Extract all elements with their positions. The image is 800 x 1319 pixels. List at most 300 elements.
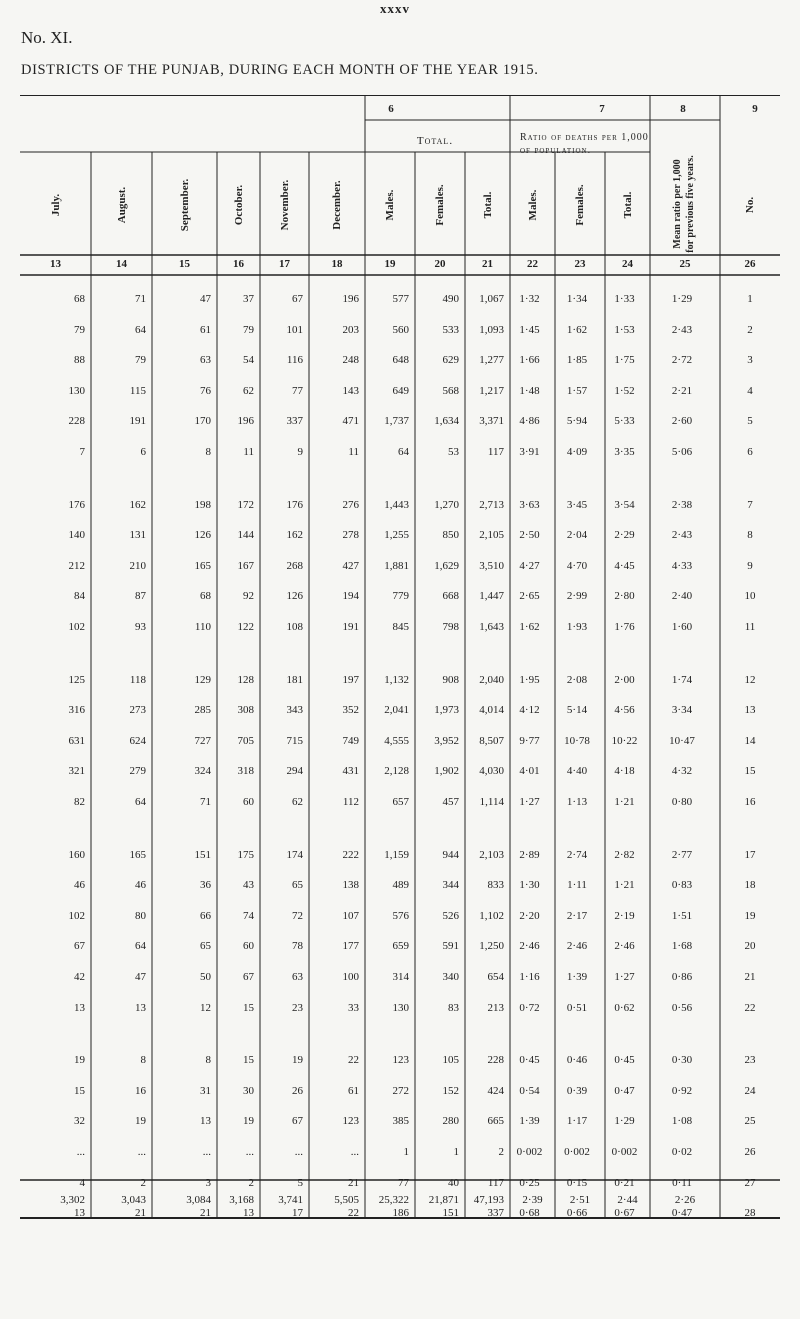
total-cell: 47,193	[473, 1194, 504, 1206]
table-cell: 665	[487, 1115, 504, 1128]
table-cell: 2,041	[384, 704, 409, 717]
table-cell: 5·14	[566, 704, 588, 717]
table-cell: 5·06	[671, 446, 693, 458]
table-cell: 22	[744, 1001, 756, 1014]
table-cell: 16	[135, 1084, 146, 1097]
column-number: 21	[482, 258, 493, 270]
table-cell: 1·62	[519, 621, 540, 633]
table-cell: 576	[392, 909, 409, 922]
group-number-6: 6	[388, 103, 394, 115]
column-number: 16	[233, 258, 244, 270]
table-cell: 26	[744, 1146, 756, 1158]
table-cell: 2,103	[479, 848, 504, 861]
table-cell: 2·89	[519, 848, 540, 861]
column-header: Mean ratio per 1,000 for previous five years.	[672, 155, 696, 253]
table-cell: 13	[74, 1001, 85, 1014]
table-cell: 1	[747, 293, 753, 305]
table-cell: 1	[403, 1146, 409, 1158]
table-cell: 123	[392, 1054, 409, 1067]
column-number: 14	[116, 258, 127, 270]
table-cell: 4·01	[519, 765, 540, 778]
total-cell: 25,322	[378, 1194, 409, 1206]
table-cell: 1,114	[479, 796, 504, 808]
table-cell: 10	[744, 590, 756, 603]
table-cell: 1·33	[614, 293, 635, 305]
table-cell: 210	[129, 559, 146, 572]
table-cell: 1·74	[671, 673, 693, 686]
table-cell: 3·63	[519, 498, 540, 511]
table-cell: 177	[342, 940, 359, 953]
table-cell: 560	[392, 323, 409, 336]
table-cell: 2·99	[566, 590, 588, 603]
table-cell: 23	[292, 1001, 303, 1014]
table-cell: 490	[442, 293, 459, 305]
table-cell: 2·65	[519, 590, 540, 603]
column-header: Total.	[481, 191, 494, 219]
table-cell: 4·12	[519, 704, 540, 717]
table-cell: 228	[487, 1054, 504, 1067]
table-cell: 3,952	[434, 734, 459, 747]
table-cell: 174	[286, 848, 303, 861]
table-cell: 108	[286, 621, 303, 633]
table-cell: 0·72	[519, 1001, 540, 1014]
table-cell: 64	[135, 796, 146, 808]
table-cell: 352	[342, 704, 359, 717]
table-cell: 2·82	[614, 848, 635, 861]
table-cell: 285	[194, 704, 211, 717]
table-cell: 0·66	[566, 1207, 588, 1220]
table-cell: 273	[129, 704, 146, 717]
table-cell: 705	[237, 734, 254, 747]
table-cell: 66	[200, 909, 211, 922]
table-cell: 1·68	[671, 940, 693, 953]
table-cell: 1·29	[671, 293, 693, 305]
table-cell: 9·77	[519, 734, 540, 747]
table-cell: 2·46	[519, 940, 540, 953]
table-cell: 191	[129, 415, 146, 428]
table-cell: 1·75	[614, 354, 635, 367]
column-header: August.	[115, 186, 128, 224]
table-cell: 489	[392, 879, 409, 892]
table-cell: 1,443	[384, 498, 409, 511]
column-number: 18	[331, 258, 343, 270]
table-cell: 64	[398, 446, 409, 458]
table-cell: 1·93	[566, 621, 588, 633]
table-cell: 197	[342, 673, 359, 686]
table-cell: 0·02	[671, 1146, 693, 1158]
table-cell: 2·38	[671, 498, 693, 511]
table-cell: 0·86	[671, 971, 693, 983]
table-cell: 22	[348, 1207, 359, 1220]
table-cell: 68	[200, 590, 211, 603]
table-cell: 40	[448, 1176, 459, 1189]
table-cell: 175	[237, 848, 254, 861]
table-cell: 11	[243, 446, 254, 458]
table-cell: 1,250	[479, 940, 504, 953]
table-cell: 4·18	[614, 765, 635, 778]
table-cell: 15	[243, 1001, 254, 1014]
table-cell: 71	[200, 796, 211, 808]
table-cell: 0·62	[614, 1001, 635, 1014]
table-cell: 170	[194, 415, 211, 428]
table-cell: 61	[348, 1084, 359, 1097]
table-cell: 624	[129, 734, 146, 747]
table-cell: 196	[342, 293, 359, 305]
table-cell: 340	[442, 971, 459, 983]
table-cell: 18	[744, 879, 756, 892]
table-cell: 130	[68, 384, 85, 397]
statistics-table	[20, 95, 780, 1220]
table-cell: 125	[68, 673, 85, 686]
table-cell: 2,713	[479, 498, 504, 511]
column-number: 25	[679, 258, 691, 270]
table-cell: 11	[348, 446, 359, 458]
table-cell: 2·04	[566, 529, 588, 542]
column-header: October.	[232, 184, 245, 226]
total-cell: 2·44	[617, 1194, 638, 1206]
table-cell: 1,255	[384, 529, 409, 542]
table-cell: 0·21	[614, 1176, 635, 1189]
column-number: 23	[574, 258, 586, 270]
table-cell: 126	[194, 529, 211, 542]
table-cell: 32	[74, 1115, 85, 1128]
table-cell: 654	[487, 971, 504, 983]
table-cell: 84	[74, 590, 85, 603]
table-cell: 172	[237, 498, 254, 511]
table-cell: 30	[243, 1084, 254, 1097]
table-cell: 1·57	[566, 384, 588, 397]
column-header: No.	[744, 196, 756, 214]
table-number: No. XI.	[21, 28, 73, 47]
column-header: Females.	[434, 184, 446, 226]
table-cell: 1·13	[566, 796, 588, 808]
table-cell: 908	[442, 673, 459, 686]
table-cell: 385	[392, 1115, 409, 1128]
table-cell: 1,132	[384, 673, 409, 686]
table-cell: 8	[205, 1054, 211, 1067]
table-cell: 2·20	[519, 909, 540, 922]
total-cell: 3,043	[121, 1194, 146, 1206]
table-cell: 93	[135, 621, 146, 633]
table-cell: 203	[342, 323, 359, 336]
table-cell: 77	[292, 384, 303, 397]
table-cell: 1·62	[566, 323, 588, 336]
table-cell: 46	[135, 879, 146, 892]
table-cell: 4·32	[671, 765, 693, 778]
table-cell: 20	[744, 940, 756, 953]
table-cell: 15	[74, 1084, 85, 1097]
table-cell: 80	[135, 909, 146, 922]
table-cell: 4·56	[614, 704, 635, 717]
table-cell: 2·29	[614, 529, 635, 542]
table-cell: 278	[342, 529, 359, 542]
table-cell: 1,737	[384, 415, 409, 428]
table-cell: 76	[200, 384, 211, 397]
table-cell: 279	[129, 765, 146, 778]
table-cell: 13	[135, 1001, 146, 1014]
table-cell: 1,277	[479, 354, 504, 367]
column-header: November.	[278, 179, 291, 231]
table-cell: 0·30	[671, 1054, 693, 1067]
table-cell: 457	[442, 796, 459, 808]
table-cell: 568	[442, 384, 459, 397]
table-cell: 2,128	[384, 765, 409, 778]
table-cell: 138	[342, 879, 359, 892]
table-cell: 23	[744, 1054, 756, 1067]
table-cell: 63	[200, 354, 211, 367]
column-header: Females.	[574, 184, 586, 226]
table-cell: 1,270	[434, 498, 459, 511]
table-cell: 25	[744, 1115, 756, 1128]
table-cell: 659	[392, 940, 409, 953]
table-cell: 79	[74, 323, 85, 336]
column-header: Total.	[621, 191, 634, 219]
table-cell: 88	[74, 354, 85, 367]
table-cell: 715	[286, 734, 303, 747]
table-cell: 845	[392, 621, 409, 633]
table-cell: 779	[392, 590, 409, 603]
table-cell: 62	[292, 796, 303, 808]
table-cell: 944	[442, 848, 459, 861]
table-cell: 152	[442, 1084, 459, 1097]
table-cell: 115	[129, 384, 146, 397]
table-cell: 10·78	[564, 734, 590, 747]
table-cell: 64	[135, 323, 146, 336]
table-cell: 294	[286, 765, 303, 778]
table-cell: 5·94	[566, 415, 588, 428]
table-cell: 648	[392, 354, 409, 367]
table-cell: 0·002	[564, 1146, 590, 1158]
ratio-group-header: Ratio of deaths per 1,000 of population.	[520, 132, 649, 156]
table-cell: 4·33	[671, 559, 693, 572]
table-cell: 194	[342, 590, 359, 603]
table-cell: 47	[200, 293, 211, 305]
table-cell: 0·45	[519, 1054, 540, 1067]
table-cell: 798	[442, 621, 459, 633]
table-cell: 28	[744, 1207, 756, 1220]
table-cell: 43	[243, 879, 254, 892]
table-cell: 5·33	[614, 415, 635, 428]
table-cell: 2·72	[671, 354, 693, 367]
table-cell: 212	[68, 559, 85, 572]
table-cell: 13	[243, 1207, 254, 1220]
column-header: Males.	[384, 189, 396, 221]
table-cell: 424	[487, 1084, 504, 1097]
table-cell: 1,634	[434, 415, 459, 428]
table-cell: 162	[129, 498, 146, 511]
table-cell: 2·43	[671, 529, 693, 542]
table-cell: 427	[342, 559, 359, 572]
table-cell: 87	[135, 590, 146, 603]
column-number: 20	[434, 258, 446, 270]
table-cell: 140	[68, 529, 85, 542]
table-cell: 1,629	[434, 559, 459, 572]
table-cell: 431	[342, 765, 359, 778]
table-cell: 1,217	[479, 384, 504, 397]
column-header: September.	[178, 178, 191, 232]
table-cell: 19	[292, 1054, 303, 1067]
table-cell: 165	[129, 848, 146, 861]
table-cell: 668	[442, 590, 459, 603]
table-cell: 591	[442, 940, 459, 953]
total-group-header: Total.	[416, 135, 454, 147]
table-cell: 0·47	[614, 1084, 635, 1097]
table-cell: 1·34	[566, 293, 588, 305]
table-cell: 2	[140, 1176, 146, 1189]
table-cell: 2,040	[479, 673, 504, 686]
table-cell: 2·19	[614, 909, 635, 922]
table-cell: 7	[747, 498, 753, 511]
table-cell: ...	[245, 1146, 254, 1158]
table-cell: 50	[200, 971, 211, 983]
table-cell: 68	[74, 293, 85, 305]
table-cell: 63	[292, 971, 303, 983]
table-cell: 15	[243, 1054, 254, 1067]
table-cell: 337	[487, 1207, 504, 1220]
table-cell: 631	[68, 734, 85, 747]
table-cell: 67	[243, 971, 254, 983]
table-cell: 1,447	[479, 590, 504, 603]
table-cell: 0·002	[516, 1146, 543, 1158]
table-cell: 324	[194, 765, 211, 778]
total-cell: 3,741	[278, 1194, 303, 1206]
table-cell: 77	[398, 1176, 409, 1189]
table-cell: 2	[498, 1146, 504, 1158]
table-cell: 280	[442, 1115, 459, 1128]
table-cell: 21	[744, 971, 756, 983]
table-cell: 144	[237, 529, 254, 542]
table-cell: 19	[744, 909, 756, 922]
table-cell: 1·30	[519, 879, 540, 892]
table-cell: 2	[248, 1176, 254, 1189]
table-cell: 165	[194, 559, 211, 572]
table-cell: 74	[243, 909, 254, 922]
table-cell: 2·80	[614, 590, 635, 603]
table-cell: 850	[442, 529, 459, 542]
table-cell: 82	[74, 796, 85, 808]
table-cell: 61	[200, 323, 211, 336]
table-cell: 649	[392, 384, 409, 397]
table-cell: 53	[448, 446, 459, 458]
table-cell: 7	[79, 446, 85, 458]
table-cell: 4·27	[519, 559, 540, 572]
table-cell: 2·50	[519, 529, 540, 542]
table-cell: 629	[442, 354, 459, 367]
table-cell: 1,102	[479, 909, 504, 922]
table-cell: ...	[294, 1146, 303, 1158]
table-cell: 2·21	[671, 384, 693, 397]
table-cell: 0·92	[671, 1084, 693, 1097]
table-cell: 3·35	[614, 446, 635, 458]
table-cell: 3·34	[671, 704, 693, 717]
total-cell: 2·51	[569, 1194, 591, 1206]
table-cell: 162	[286, 529, 303, 542]
table-cell: 21	[200, 1207, 211, 1220]
table-cell: 13	[744, 704, 756, 717]
table-cell: 213	[487, 1001, 504, 1014]
table-cell: 37	[243, 293, 254, 305]
table-cell: 1·27	[519, 796, 540, 808]
table-cell: 3·54	[614, 498, 635, 511]
table-cell: 344	[442, 879, 459, 892]
table-cell: ...	[76, 1146, 85, 1158]
table-cell: 4·45	[614, 559, 635, 572]
table-cell: 0·002	[611, 1146, 638, 1158]
table-cell: 16	[744, 796, 756, 808]
table-cell: 67	[292, 1115, 303, 1128]
table-cell: 0·56	[671, 1001, 693, 1014]
table-cell: 749	[342, 734, 359, 747]
table-cell: 17	[744, 848, 756, 861]
table-cell: 123	[342, 1115, 359, 1128]
table-cell: 2·43	[671, 323, 693, 336]
table-cell: 1·51	[671, 909, 693, 922]
table-cell: 112	[342, 796, 359, 808]
table-cell: 26	[292, 1084, 303, 1097]
table-cell: 19	[135, 1115, 146, 1128]
group-number-9: 9	[752, 103, 758, 115]
table-cell: 67	[74, 940, 85, 953]
table-cell: 2·77	[671, 848, 693, 861]
table-cell: 1·60	[671, 621, 693, 633]
table-cell: 4	[747, 384, 753, 397]
table-cell: 27	[744, 1176, 756, 1189]
table-cell: 67	[292, 293, 303, 305]
table-cell: 308	[237, 704, 254, 717]
table-cell: 2	[747, 323, 753, 336]
table-cell: 1·53	[614, 323, 635, 336]
table-cell: 276	[342, 498, 359, 511]
column-number: 17	[279, 258, 290, 270]
table-cell: 316	[68, 704, 85, 717]
table-cell: 8	[205, 446, 211, 458]
table-cell: 110	[194, 621, 211, 633]
table-cell: 1·85	[566, 354, 588, 367]
table-cell: 4·70	[566, 559, 588, 572]
table-cell: 5	[747, 415, 753, 428]
table-cell: 72	[292, 909, 303, 922]
table-cell: 0·51	[566, 1001, 588, 1014]
group-number-7: 7	[599, 103, 605, 115]
table-cell: 577	[392, 293, 409, 305]
table-cell: 11	[744, 621, 756, 633]
table-cell: 22	[348, 1054, 359, 1067]
table-cell: 4	[79, 1176, 85, 1189]
table-cell: 10·22	[611, 734, 638, 747]
table-cell: 191	[342, 621, 359, 633]
table-cell: 6	[747, 446, 753, 458]
table-cell: 65	[200, 940, 211, 953]
table-cell: 1·32	[519, 293, 540, 305]
table-cell: 337	[286, 415, 303, 428]
table-cell: 167	[237, 559, 254, 572]
table-cell: 0·45	[614, 1054, 635, 1067]
table-cell: 47	[135, 971, 146, 983]
column-number: 15	[179, 258, 190, 270]
table-cell: 0·25	[519, 1176, 540, 1189]
table-cell: 122	[237, 621, 254, 633]
table-cell: 1,902	[434, 765, 459, 778]
table-cell: 64	[135, 940, 146, 953]
table-cell: 160	[68, 848, 85, 861]
table-cell: 117	[487, 446, 504, 458]
table-cell: 0·83	[671, 879, 693, 892]
table-cell: 4,555	[384, 734, 409, 747]
table-cell: 4,014	[479, 704, 504, 717]
table-cell: 318	[237, 765, 254, 778]
table-cell: 10·47	[669, 734, 695, 747]
table-cell: 268	[286, 559, 303, 572]
